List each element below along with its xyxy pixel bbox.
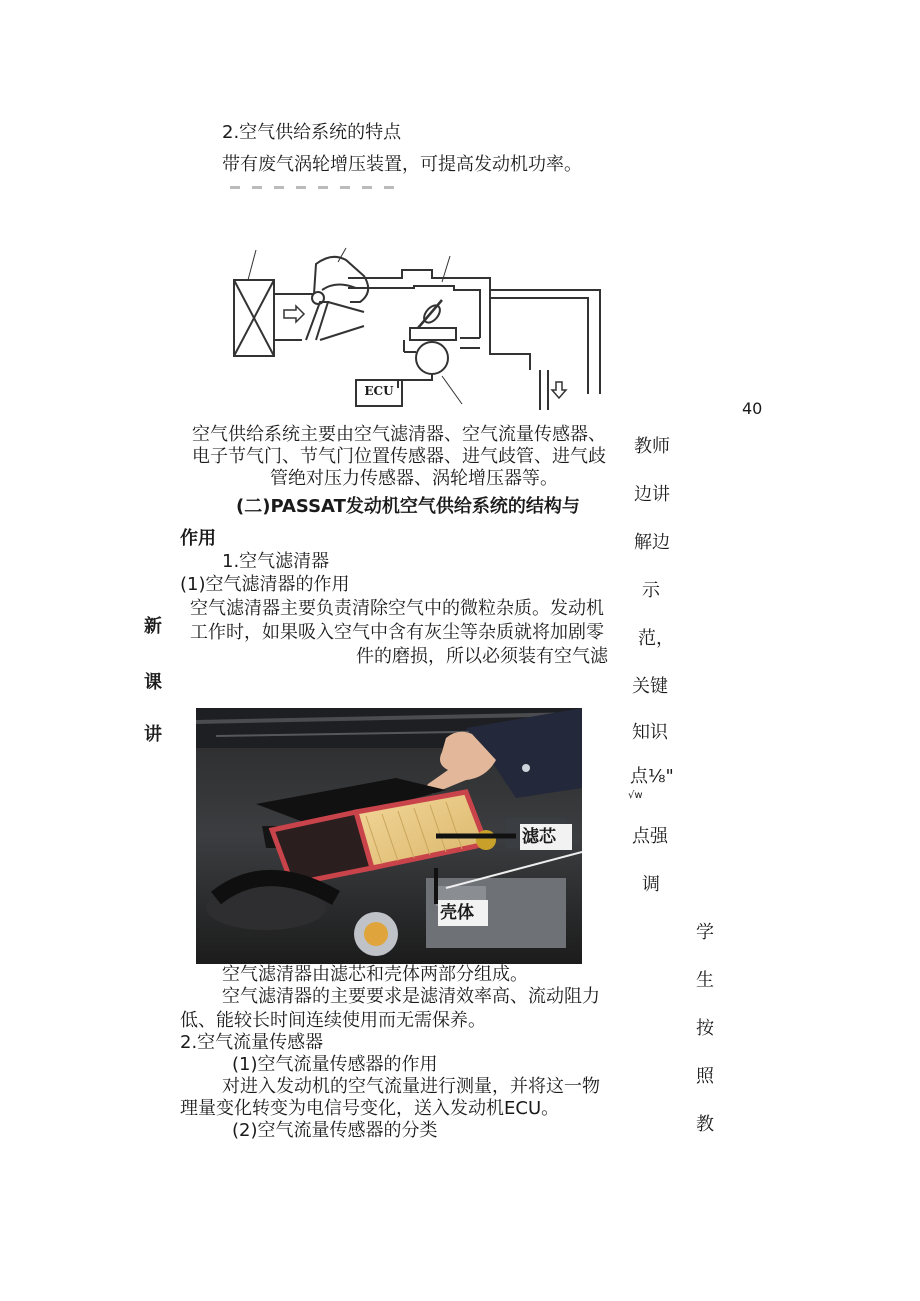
ecu-label: ECU bbox=[364, 384, 394, 398]
composition-line-1: 空气供给系统主要由空气滤清器、空气流量传感器、 bbox=[192, 424, 606, 445]
filter-requirement-line-2: 低、能较长时间连续使用而无需保养。 bbox=[180, 1010, 486, 1031]
teacher-note-3: 解边 bbox=[634, 532, 670, 553]
filter-paragraph-line-1: 空气滤清器主要负责清除空气中的微粒杂质。发动机 bbox=[190, 598, 604, 619]
teacher-note-2: 边讲 bbox=[634, 484, 670, 505]
section-title-line-1: (二)PASSAT发动机空气供给系统的结构与 bbox=[236, 496, 580, 517]
teacher-note-8: 点⅛" bbox=[630, 766, 674, 787]
student-note-5: 教 bbox=[696, 1114, 714, 1135]
teacher-note-10: 点强 bbox=[632, 826, 668, 847]
teacher-note-7: 知识 bbox=[632, 722, 668, 743]
mass-air-line-1: 对进入发动机的空气流量进行测量，并将这一物 bbox=[222, 1076, 600, 1097]
student-note-4: 照 bbox=[696, 1066, 714, 1087]
subsection-mass-air-function: (1)空气流量传感器的作用 bbox=[232, 1054, 438, 1075]
margin-label-2: 课 bbox=[144, 672, 162, 693]
photo-label-shell: 壳体 bbox=[440, 903, 474, 923]
filter-paragraph-line-2: 工作时，如果吸入空气中含有灰尘等杂质就将加剧零 bbox=[190, 622, 604, 643]
filter-composition: 空气滤清器由滤芯和壳体两部分组成。 bbox=[222, 964, 528, 985]
teacher-note-11: 调 bbox=[642, 874, 660, 895]
teacher-note-4: 示 bbox=[642, 580, 660, 601]
composition-line-3: 管绝对压力传感器、涡轮增压器等。 bbox=[270, 468, 558, 489]
turbo-housing bbox=[314, 257, 368, 302]
photo-label-core: 滤芯 bbox=[522, 827, 556, 847]
features-text: 带有废气涡轮增压装置，可提高发动机功率。 bbox=[222, 154, 582, 175]
filter-requirement-line-1: 空气滤清器的主要要求是滤清效率高、流动阻力 bbox=[222, 986, 600, 1007]
teacher-note-1: 教师 bbox=[634, 436, 670, 457]
teacher-note-9: √w bbox=[628, 790, 643, 801]
margin-label-1: 新 bbox=[144, 616, 162, 637]
teacher-note-6: 关键 bbox=[632, 676, 668, 697]
student-note-1: 学 bbox=[696, 922, 714, 943]
faded-text-fragment bbox=[230, 186, 400, 189]
air-supply-diagram bbox=[228, 242, 608, 410]
sensor-circle bbox=[416, 342, 448, 374]
student-note-2: 生 bbox=[696, 970, 714, 991]
section-title-line-2: 作用 bbox=[180, 528, 216, 549]
composition-line-2: 电子节气门、节气门位置传感器、进气歧管、进气歧 bbox=[192, 446, 606, 467]
subsection-air-filter-function: (1)空气滤清器的作用 bbox=[180, 574, 350, 595]
subsection-mass-air-types: (2)空气流量传感器的分类 bbox=[232, 1120, 438, 1141]
filter-paragraph-line-3: 件的磨损，所以必须装有空气滤 bbox=[356, 646, 608, 667]
student-note-3: 按 bbox=[696, 1018, 714, 1039]
margin-label-3: 讲 bbox=[144, 724, 162, 745]
air-filter-photo bbox=[196, 708, 582, 964]
subsection-mass-air-sensor: 2.空气流量传感器 bbox=[180, 1032, 324, 1053]
teacher-note-5: 范， bbox=[638, 628, 674, 649]
mass-air-line-2: 理量变化转变为电信号变化，送入发动机ECU。 bbox=[180, 1098, 560, 1119]
heading-features: 2.空气供给系统的特点 bbox=[222, 122, 402, 143]
page-number: 40 bbox=[742, 399, 763, 418]
subsection-air-filter: 1.空气滤清器 bbox=[222, 551, 330, 572]
